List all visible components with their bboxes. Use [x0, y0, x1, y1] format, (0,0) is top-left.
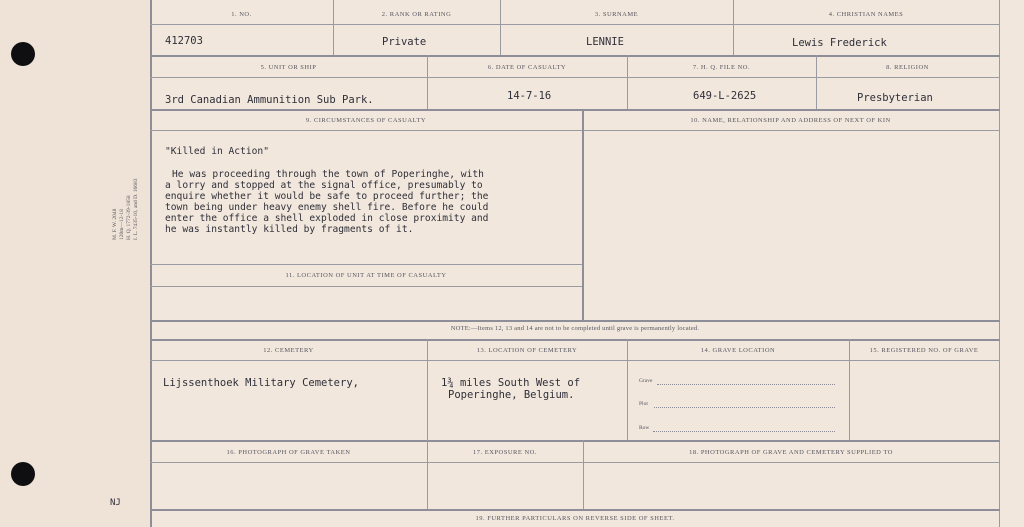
header-photo-supplied: 18. PHOTOGRAPH OF GRAVE AND CEMETERY SUPPLIED TO: [689, 449, 893, 456]
christian-names-value: Lewis Frederick: [792, 37, 887, 49]
header-christian-names: 4. CHRISTIAN NAMES: [828, 11, 904, 18]
location-cemetery-line2: Poperinghe, Belgium.: [448, 389, 575, 401]
header-religion: 8. RELIGION: [886, 64, 929, 71]
service-number: 412703: [165, 35, 203, 47]
clerk-initials: NJ: [110, 498, 121, 508]
hq-file-value: 649-L-2625: [693, 90, 757, 102]
header-hq-file: 7. H. Q. FILE NO.: [692, 64, 751, 71]
header-surname: 3. SURNAME: [594, 11, 639, 18]
header-photo-taken: 16. PHOTOGRAPH OF GRAVE TAKEN: [226, 449, 351, 456]
header-unit: 5. UNIT OR SHIP: [260, 64, 317, 71]
form-codes: M. F. W. 2048 120m—12-18 H. Q. 1772-39-1858 I. L. 7435-10, and D. 16683: [112, 178, 139, 240]
header-next-of-kin: 10. NAME, RELATIONSHIP AND ADDRESS OF NEXT OF KIN: [690, 117, 891, 124]
header-circumstances: 9. CIRCUMSTANCES OF CASUALTY: [305, 117, 427, 124]
note-text: NOTE:—Items 12, 13 and 14 are not to be completed until grave is permanently located.: [450, 325, 700, 332]
punch-hole-bottom: [11, 462, 35, 486]
surname-value: LENNIE: [586, 36, 624, 48]
header-cemetery: 12. CEMETERY: [263, 347, 314, 354]
frame-right: [999, 0, 1000, 527]
punch-hole-top: [11, 42, 35, 66]
header-exposure: 17. EXPOSURE NO.: [473, 449, 537, 456]
cemetery-value: Lijssenthoek Military Cemetery,: [163, 377, 359, 389]
header-no: 1. NO.: [231, 11, 252, 18]
date-value: 14-7-16: [507, 90, 552, 102]
location-cemetery-line1: 1¾ miles South West of: [441, 377, 581, 389]
header-location-unit: 11. LOCATION OF UNIT AT TIME OF CASUALTY: [285, 272, 447, 279]
circumstances-title: "Killed in Action": [165, 146, 269, 157]
header-registered-no: 15. REGISTERED NO. OF GRAVE: [869, 347, 979, 354]
header-location-cemetery: 13. LOCATION OF CEMETERY: [476, 347, 578, 354]
religion-value: Presbyterian: [857, 92, 933, 104]
plot-label: Plot: [639, 401, 648, 407]
header-grave-location: 14. GRAVE LOCATION: [700, 347, 776, 354]
row-label: Row: [639, 425, 650, 431]
footer-further-particulars: 19. FURTHER PARTICULARS ON REVERSE SIDE OF SHEET.: [475, 515, 675, 522]
casualty-card: M. F. W. 2048 120m—12-18 H. Q. 1772-39-1858 I. L. 7435-10, and D. 16683 NJ 1. NO. 2. RANK OR RATING 3. SURNAME 4. CHRISTIAN NAMES 412703 Private LENNIE Lewis Frederick 5. UNIT OR SHIP 6. DATE OF CASUALTY 7. H. Q. FILE NO. 8. RELIGION 3rd Canadian Ammunition Sub Park. 14-7-16 649-L-2625 Presbyterian 9. CIRCUMSTANCES OF CASUALTY 10. NAME, RELATIONSHIP AND ADDRESS OF NEXT OF KIN "Killed in Action" He was proceeding through the town of Poperinghe, with a lorry and stopped at the signal office, presumably to enquire whether it would be safe to proceed further; the town being under heavy enemy shell fire. Before he could enter the office a shell exploded in close proximity and he was instantly killed by fragments of it. 11. LOCATION OF UNIT AT TIME OF CASUALTY NOTE:—Items 12, 13 and 14 are not to be completed until grave is permanently located. 12. CEMETERY 13. LOCATION OF CEMETERY 14. GRAVE LOCATION 15. REGISTERED NO. OF GRAVE Lijssenthoek Military Cemetery, 1¾ miles South West of Poperinghe, Belgium. Grave Plot Row 16. PHOTOGRAPH OF GRAVE TAKEN 17. EXPOSURE NO. 18. PHOTOGRAPH OF GRAVE AND CEMETERY SUPPLIED TO 19. FURTHER PARTICULARS ON REVERSE SIDE OF SHEET.: [0, 0, 1024, 527]
left-margin: [0, 0, 150, 527]
rank-value: Private: [382, 36, 427, 48]
header-date: 6. DATE OF CASUALTY: [487, 64, 567, 71]
header-rank: 2. RANK OR RATING: [381, 11, 452, 18]
unit-value: 3rd Canadian Ammunition Sub Park.: [165, 94, 374, 106]
grave-label: Grave: [639, 378, 653, 384]
